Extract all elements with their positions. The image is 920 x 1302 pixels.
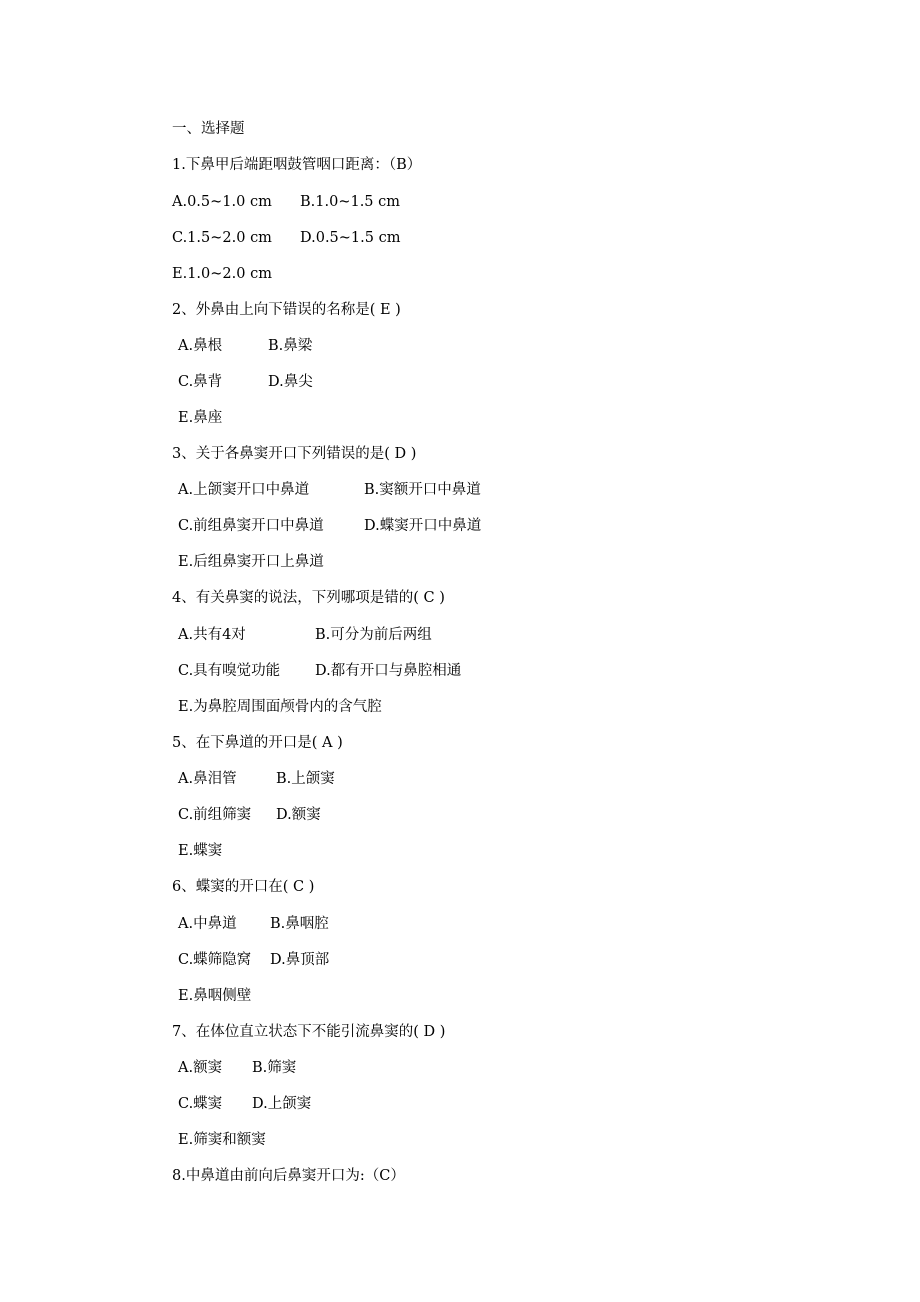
question-5: 5、在下鼻道的开口是( A )	[172, 735, 343, 751]
q5-option-d: D.额窦	[276, 807, 321, 823]
q6-option-e: E.鼻咽侧壁	[178, 988, 252, 1004]
q1-option-a: A.0.5~1.0 cm	[172, 194, 272, 210]
question-4: 4、有关鼻窦的说法，下列哪项是错的( C )	[172, 590, 445, 606]
q2-option-c: C.鼻背	[178, 374, 223, 390]
q2-option-a: A.鼻根	[178, 338, 223, 354]
q2-option-d: D.鼻尖	[268, 374, 313, 390]
q1-option-d: D.0.5~1.5 cm	[300, 230, 401, 246]
q7-option-b: B.筛窦	[252, 1060, 297, 1076]
q6-option-d: D.鼻顶部	[270, 952, 330, 968]
q6-option-c: C.蝶筛隐窝	[178, 952, 252, 968]
q3-option-c: C.前组鼻窦开口中鼻道	[178, 518, 324, 534]
q6-option-b: B.鼻咽腔	[270, 916, 329, 932]
q3-option-d: D.蝶窦开口中鼻道	[364, 518, 482, 534]
question-6: 6、蝶窦的开口在( C )	[172, 879, 315, 895]
question-3: 3、关于各鼻窦开口下列错误的是( D )	[172, 446, 417, 462]
q4-option-d: D.都有开口与鼻腔相通	[315, 663, 462, 679]
q1-option-b: B.1.0~1.5 cm	[300, 194, 401, 210]
q4-option-b: B.可分为前后两组	[315, 627, 432, 643]
question-8: 8.中鼻道由前向后鼻窦开口为:（C）	[172, 1168, 405, 1184]
q7-option-c: C.蝶窦	[178, 1096, 223, 1112]
question-2: 2、外鼻由上向下错误的名称是( E )	[172, 302, 401, 318]
q5-option-b: B.上颌窦	[276, 771, 335, 787]
q2-option-b: B.鼻梁	[268, 338, 313, 354]
q1-option-e: E.1.0~2.0 cm	[172, 266, 272, 282]
section-title: 一、选择题	[172, 121, 245, 137]
q4-option-c: C.具有嗅觉功能	[178, 663, 281, 679]
q7-option-a: A.额窦	[178, 1060, 223, 1076]
q5-option-e: E.蝶窦	[178, 843, 223, 859]
q1-option-c: C.1.5~2.0 cm	[172, 230, 272, 246]
q4-option-e: E.为鼻腔周围面颅骨内的含气腔	[178, 699, 382, 715]
q4-option-a: A.共有4对	[178, 627, 246, 643]
q3-option-a: A.上颌窦开口中鼻道	[178, 482, 310, 498]
question-1: 1.下鼻甲后端距咽鼓管咽口距离：（B）	[172, 157, 422, 173]
q2-option-e: E.鼻座	[178, 410, 223, 426]
q5-option-c: C.前组筛窦	[178, 807, 252, 823]
q3-option-e: E.后组鼻窦开口上鼻道	[178, 554, 324, 570]
q3-option-b: B.窦额开口中鼻道	[364, 482, 481, 498]
question-7: 7、在体位直立状态下不能引流鼻窦的( D )	[172, 1024, 446, 1040]
q5-option-a: A.鼻泪管	[178, 771, 237, 787]
q6-option-a: A.中鼻道	[178, 916, 237, 932]
q7-option-d: D.上颌窦	[252, 1096, 312, 1112]
q7-option-e: E.筛窦和额窦	[178, 1132, 266, 1148]
